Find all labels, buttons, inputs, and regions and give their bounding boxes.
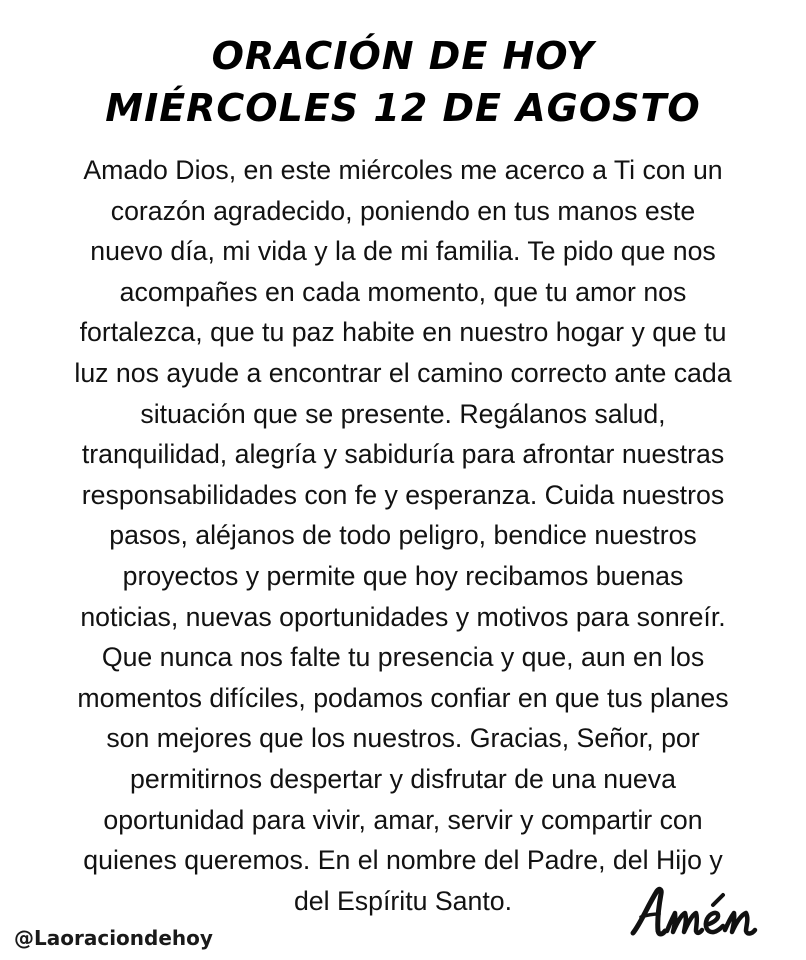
prayer-text bbox=[4, 150, 802, 921]
amen-signature bbox=[627, 885, 792, 945]
prayer-line: situación que se presente. Regálanos salud, bbox=[140, 398, 666, 429]
prayer-line: tranquilidad, alegría y sabiduría para afrontar nuestras bbox=[81, 439, 725, 470]
prayer-line: pasos, aléjanos de todo peligro, bendice nuestros bbox=[109, 520, 697, 551]
title-line-1: ORACIÓN DE HOY bbox=[211, 34, 595, 78]
social-handle: @Laoraciondehoy bbox=[14, 926, 213, 950]
prayer-line: quienes queremos. En el nombre del Padre, del Hijo y bbox=[83, 845, 723, 876]
prayer-line: acompañes en cada momento, que tu amor nos bbox=[119, 276, 687, 307]
amen-script-drawing bbox=[627, 885, 792, 945]
prayer-line: noticias, nuevas oportunidades y motivos para sonreír. bbox=[80, 601, 726, 632]
prayer-line: fortalezca, que tu paz habite en nuestro hogar y que tu bbox=[79, 317, 727, 348]
prayer-line: momentos difíciles, podamos confiar en que tus planes bbox=[77, 682, 729, 713]
prayer-line: luz nos ayude a encontrar el camino correcto ante cada bbox=[74, 357, 732, 388]
prayer-line: proyectos y permite que hoy recibamos buenas bbox=[122, 560, 684, 591]
prayer-line: responsabilidades con fe y esperanza. Cuida nuestros bbox=[81, 479, 725, 510]
prayer-line: corazón agradecido, poniendo en tus manos este bbox=[110, 195, 696, 226]
prayer-line: nuevo día, mi vida y la de mi familia. Te pido que nos bbox=[90, 236, 716, 267]
prayer-line: oportunidad para vivir, amar, servir y compartir con bbox=[103, 804, 703, 835]
title-line-2: MIÉRCOLES 12 DE AGOSTO bbox=[105, 86, 701, 130]
prayer-line: son mejores que los nuestros. Gracias, Señor, por bbox=[106, 723, 700, 754]
prayer-line: Que nunca nos falte tu presencia y que, aun en los bbox=[101, 642, 705, 673]
prayer-line: del Espíritu Santo. bbox=[293, 885, 513, 916]
prayer-line: permitirnos despertar y disfrutar de una nueva bbox=[130, 763, 676, 794]
prayer-line: Amado Dios, en este miércoles me acerco a Ti con un bbox=[83, 155, 723, 185]
